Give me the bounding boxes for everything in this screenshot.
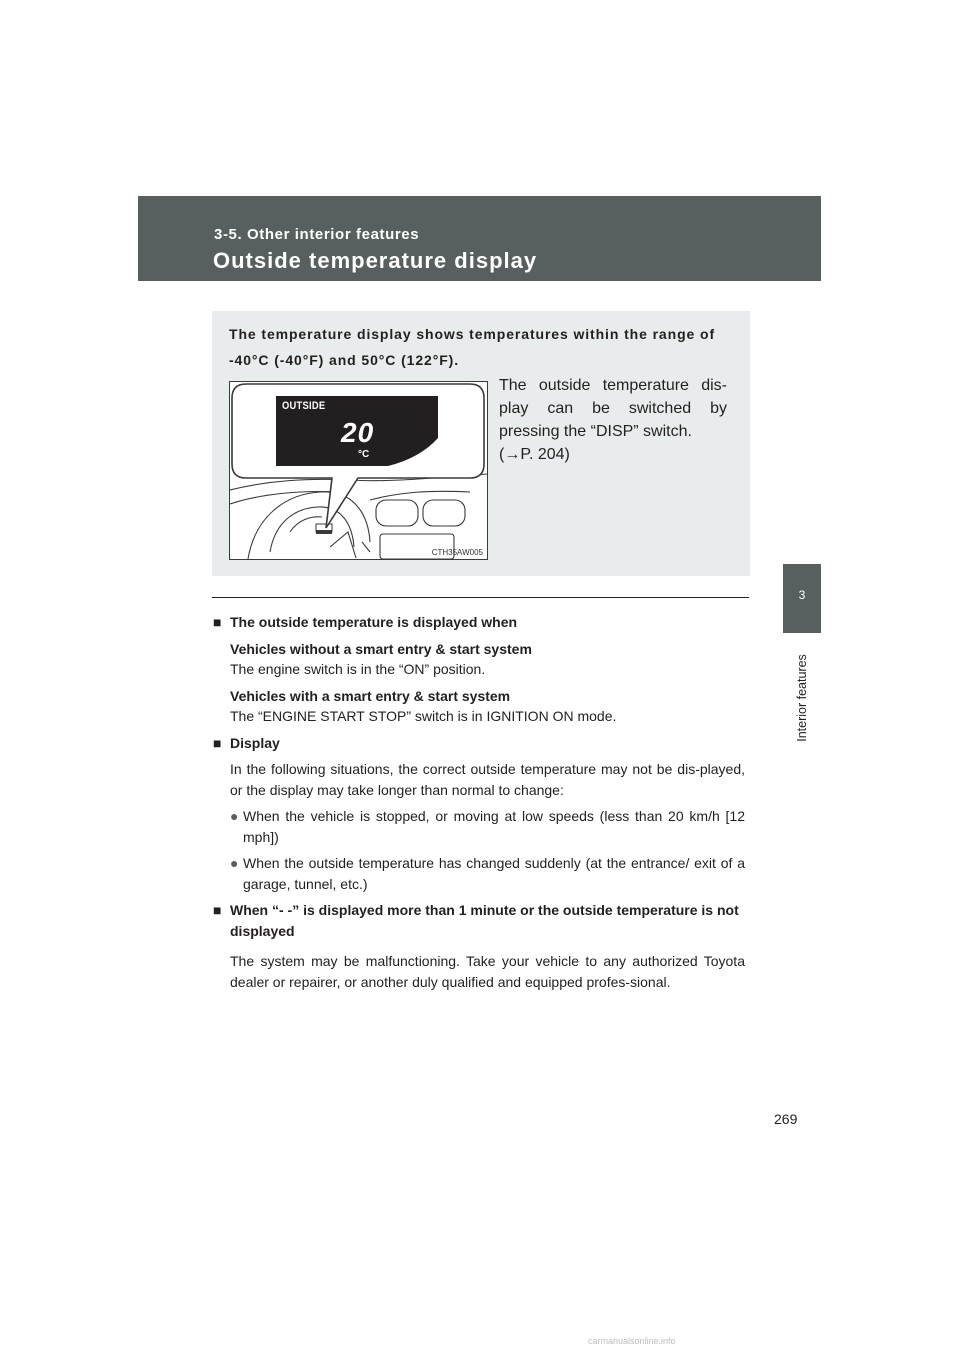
intro-text: The temperature display shows temperatures within the range of -40°C (-40°F) and 50°C (122°F). [229,326,716,368]
note-heading: ■ The outside temperature is displayed when [213,612,745,633]
note-text: In the following situations, the correct outside temperature may not be dis-played, or the display may take longer than normal to change: [230,761,745,798]
page-title: Outside temperature display [213,248,538,273]
circle-bullet-icon: ● [230,808,239,824]
divider [212,597,749,598]
note-heading: ■ Display [213,733,745,754]
square-bullet-icon: ■ [213,902,222,918]
section-label: 3-5. Other interior features [214,226,420,243]
figure-code: CTH35AW005 [431,548,483,557]
page-number: 269 [774,1111,798,1127]
note-text: The system may be malfunctioning. Take your vehicle to any authorized Toyota dealer or repairer, or another duly qualified and equipped profes-sional. [230,953,745,990]
circle-bullet-icon: ● [230,855,239,871]
list-item: ● When the outside temperature has changed suddenly (at the entrance/ exit of a garage, tunnel, etc.) [230,855,745,892]
note-text: The “ENGINE START STOP” switch is in IGNITION ON mode. [230,708,617,724]
switch-text: The outside temperature dis-play can be switched by pressing the “DISP” switch. [499,377,727,440]
list-item: ● When the vehicle is stopped, or moving at low speeds (less than 20 km/h [12 mph]) [230,808,745,845]
intro-box [212,311,750,576]
chapter-number: 3 [798,588,806,602]
notes-content [213,612,745,992]
dashboard-illustration [230,382,487,559]
chapter-header [138,196,821,281]
chapter-label: Interior features [795,654,809,742]
switch-description [499,374,727,466]
note-heading: ■ When “- -” is displayed more than 1 minute or the outside temperature is not displayed [213,902,739,939]
chapter-side-label [784,643,820,753]
note-text: The engine switch is in the “ON” position. [230,661,486,677]
dashboard-figure [229,381,488,560]
note-subheading: Vehicles without a smart entry & start system [230,640,532,657]
footer-watermark: carmanualsonline.info [588,1336,676,1346]
square-bullet-icon: ■ [213,734,222,751]
display-label: OUTSIDE [282,400,326,412]
chapter-tab [783,564,821,633]
note-subheading: Vehicles with a smart entry & start system [230,687,511,704]
page-reference: (→P. 204) [499,446,570,463]
display-value: 20 [341,417,375,448]
square-bullet-icon: ■ [213,614,222,630]
display-unit: °C [358,449,370,460]
